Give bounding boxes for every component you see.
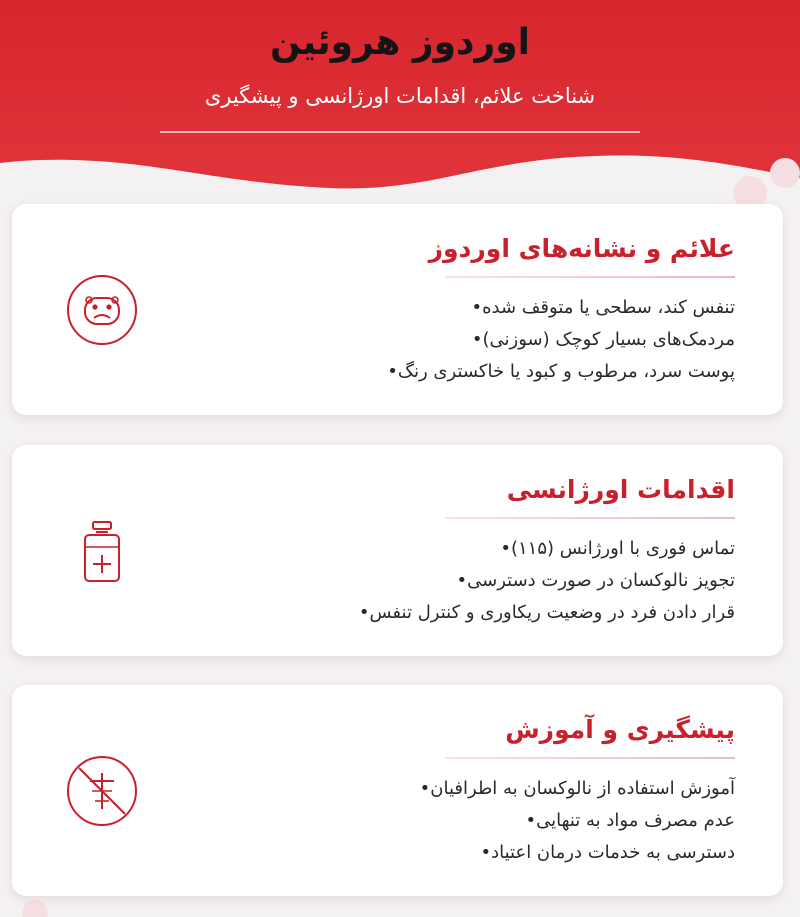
bullet: • <box>525 810 537 831</box>
sad-face-icon <box>62 270 142 350</box>
list-item <box>412 837 735 869</box>
emergency-card <box>12 445 783 656</box>
list-item <box>412 805 735 837</box>
list-item-text: عدم مصرف مواد به تنهایی <box>536 810 735 831</box>
bullet: • <box>419 778 431 799</box>
medicine-bottle-icon <box>62 511 142 591</box>
page-title: اوردوز هروئین <box>270 22 530 63</box>
symptoms-title: علائم و نشانه‌های اوردوز <box>428 234 735 263</box>
list-item-text: آموزش استفاده از نالوکسان به اطرافیان <box>430 778 735 799</box>
symptoms-list <box>379 292 735 388</box>
prevention-title-underline <box>445 757 735 759</box>
prevention-list <box>412 773 735 869</box>
list-item-text: پوست سرد، مرطوب و کبود یا خاکستری رنگ <box>397 361 735 382</box>
bullet: • <box>456 570 468 591</box>
decor-circle <box>770 158 800 188</box>
bullet: • <box>471 329 483 350</box>
bullet: • <box>500 538 511 559</box>
bullet: • <box>471 297 483 318</box>
list-item <box>412 773 735 805</box>
bullet: • <box>358 602 370 623</box>
decor-circle <box>22 900 48 917</box>
page-subtitle: شناخت علائم، اقدامات اورژانسی و پیشگیری <box>204 84 596 108</box>
list-item <box>351 565 735 597</box>
symptoms-title-underline <box>445 276 735 278</box>
list-item-text: تماس فوری با اورژانس (۱۱۵) <box>510 538 735 559</box>
header-divider <box>160 131 640 133</box>
emergency-list <box>351 533 735 629</box>
list-item-text: تجویز نالوکسان در صورت دسترسی <box>467 570 735 591</box>
list-item <box>379 356 735 388</box>
list-item-text: تنفس کند، سطحی یا متوقف شده <box>482 297 735 318</box>
symptoms-card <box>12 204 783 415</box>
bullet: • <box>480 842 492 863</box>
header-banner <box>0 0 800 200</box>
list-item <box>351 533 735 565</box>
list-item-text: دسترسی به خدمات درمان اعتیاد <box>491 842 735 863</box>
list-item <box>379 324 735 356</box>
no-syringe-icon <box>62 751 142 831</box>
bullet: • <box>387 361 398 382</box>
prevention-title: پیشگیری و آموزش <box>505 715 735 744</box>
prevention-card <box>12 685 783 896</box>
emergency-title: اقدامات اورژانسی <box>506 475 735 504</box>
list-item-text: مردمک‌های بسیار کوچک (سوزنی) <box>482 329 735 350</box>
list-item <box>379 292 735 324</box>
list-item <box>351 597 735 629</box>
list-item-text: قرار دادن فرد در وضعیت ریکاوری و کنترل تنفس <box>369 602 735 623</box>
emergency-title-underline <box>445 517 735 519</box>
